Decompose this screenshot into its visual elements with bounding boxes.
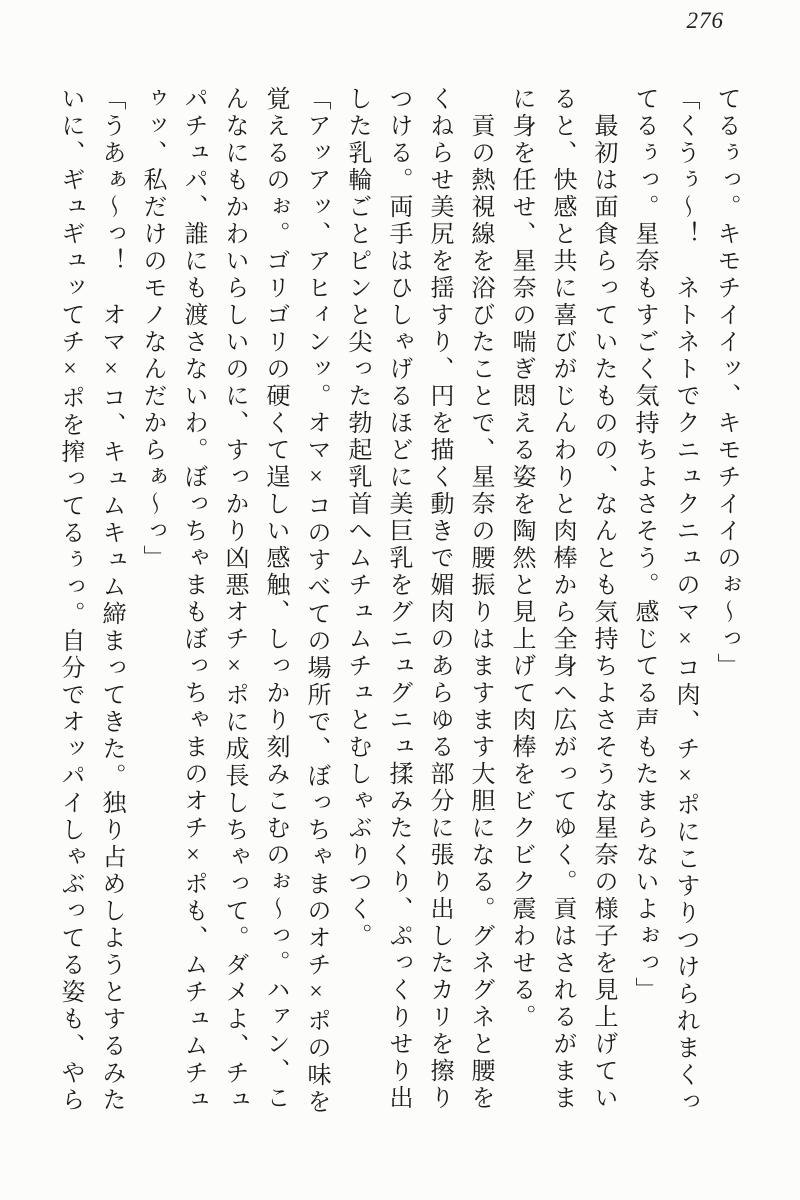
text-column-9: つける。両手はひしゃげるほどに美巨乳をグニュグニュ揉みたくり、ぷっくりせり出 [385, 86, 411, 1112]
text-column-6: に身を任せ、星奈の喘ぎ悶える姿を陶然と見上げて肉棒をビクビク震わせる。 [508, 86, 534, 1031]
text-column-13: んなにもかわいらしいのに、すっかり凶悪オチ×ポに成長しちゃって。ダメよ、チュ [221, 86, 247, 1114]
text-column-8: くねらせ美尻を揺すり、円を描く動きで媚肉のあらゆる部分に張り出したカリを擦り [426, 86, 452, 1112]
text-column-3: てるぅっ。星奈もすごく気持ちよさそう。感じてる声もたまらないよぉっ」 [631, 86, 657, 1004]
text-column-16: 「うあぁ～っ！ オマ×コ、キュムキュム締まってきた。独り占めしようとするみた [98, 86, 124, 1114]
text-column-4: 最初は面食らっていたものの、なんとも気持ちよさそうな星奈の様子を見上げてい [590, 86, 616, 1112]
text-column-17: いに、ギュギュッてチ×ポを搾ってるぅっ。自分でオッパイしゃぶってる姿も、やら [57, 86, 83, 1114]
text-column-5: ると、快感と共に喜びがじんわりと肉棒から全身へ広がってゆく。貢はされるがまま [549, 86, 575, 1112]
text-column-2: 「くうぅ～！ ネトネトでクニュクニュのマ×コ肉、チ×ポにこすりつけられまくっ [672, 86, 698, 1116]
text-column-14: パチュパ、誰にも渡さないわ。ぼっちゃまもぼっちゃまのオチ×ポも、ムチュムチュ [180, 86, 206, 1114]
text-column-12: 覚えるのぉ。ゴリゴリの硬くて逞しい感触、しっかり刻みこむのぉ～っ。ハァン、こ [262, 86, 288, 1112]
page-number: 276 [686, 8, 724, 33]
vertical-text-block [49, 86, 746, 1131]
text-column-11: 「アッアッ、アヒィンッ。オマ×コのすべての場所で、ぼっちゃまのオチ×ポの味を [303, 86, 329, 1116]
text-column-10: した乳輪ごとピンと尖った勃起乳首へムチュムチュとむしゃぶりつく。 [344, 86, 370, 950]
text-column-15: ゥッ、私だけのモノなんだからぁ～っ」 [139, 86, 165, 572]
text-column-1: てるぅっ。キモチイイッ、キモチイイのぉ～っ」 [713, 86, 739, 680]
text-column-7: 貢の熱視線を浴びたことで、星奈の腰振りはますます大胆になる。グネグネと腰を [467, 86, 493, 1112]
